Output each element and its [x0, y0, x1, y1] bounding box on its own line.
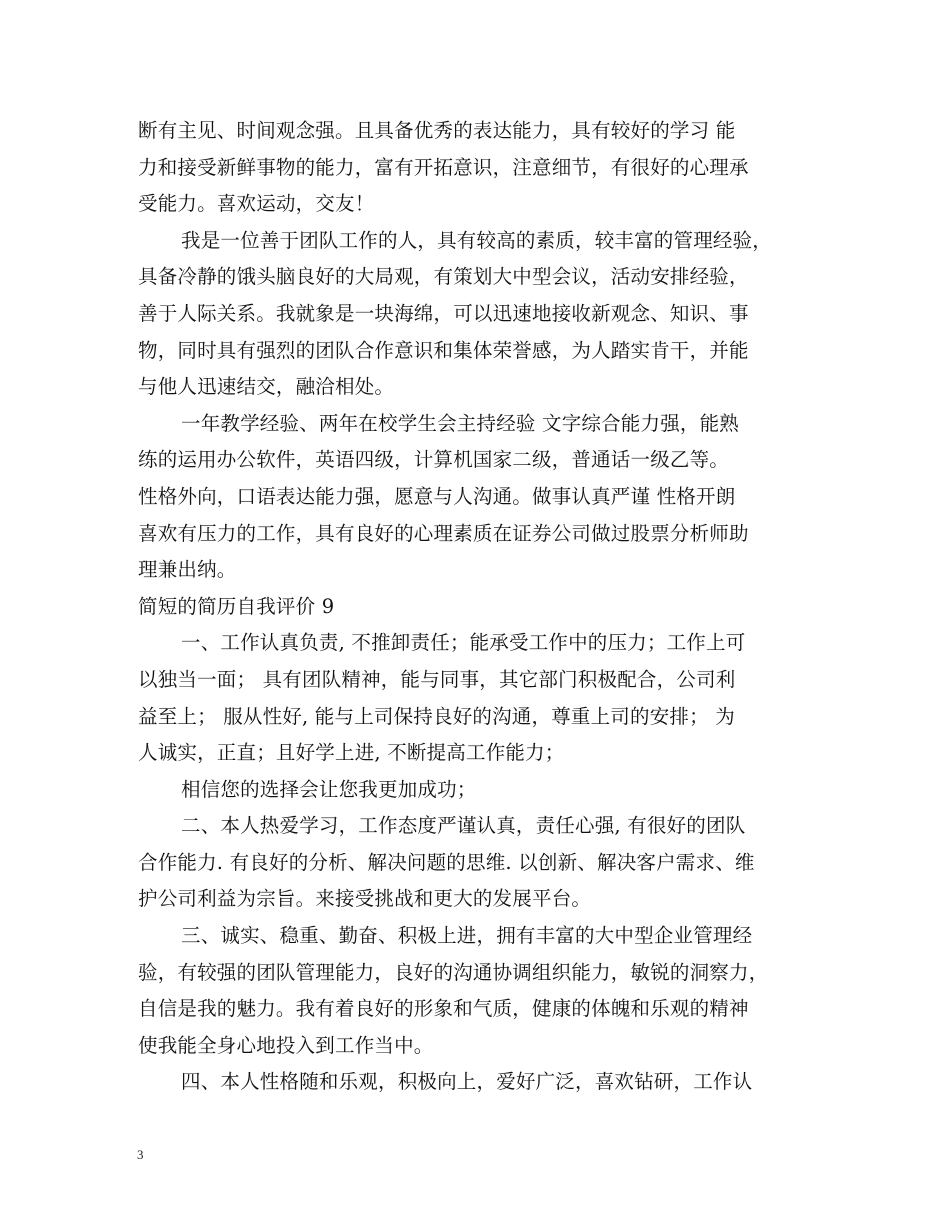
text-line: 与他人迅速结交，融洽相处。: [138, 375, 395, 399]
text-line: 具备冷静的饿头脑良好的大局观，有策划大中型会议，活动安排经验，: [138, 265, 749, 289]
text-line: 善于人际关系。我就象是一块海绵，可以迅速地接收新观念、知识、事: [138, 301, 749, 325]
document-body: [138, 113, 824, 1101]
text-line: 四、本人性格随和乐观，积极向上，爱好广泛，喜欢钻研，工作认: [181, 1070, 753, 1094]
text-line: 练的运用办公软件，英语四级，计算机国家二级，普通话一级乙等。: [138, 448, 730, 472]
text-line: 一年教学经验、两年在校学生会主持经验 文字综合能力强，能熟: [181, 411, 739, 435]
text-line: 物，同时具有强烈的团队合作意识和集体荣誉感，为人踏实肯干，并能: [138, 338, 749, 362]
text-line: 我是一位善于团队工作的人，具有较高的素质，较丰富的管理经验，: [181, 228, 773, 252]
text-line: 自信是我的魅力。我有着良好的形象和气质，健康的体魄和乐观的精神: [138, 997, 749, 1021]
text-line: 一、工作认真负责, 不推卸责任；能承受工作中的压力；工作上可: [181, 631, 746, 655]
text-line: 理兼出纳。: [138, 558, 237, 582]
text-line: 护公司利益为宗旨。来接受挑战和更大的发展平台。: [138, 887, 592, 911]
text-line: 性格外向，口语表达能力强，愿意与人沟通。做事认真严谨 性格开朗: [138, 484, 736, 508]
text-line: 人诚实，正直；且好学上进, 不断提高工作能力；: [138, 741, 565, 765]
page-number: 3: [137, 1147, 144, 1162]
text-line: 受能力。喜欢运动，交友！: [138, 192, 375, 216]
text-line: 喜欢有压力的工作，具有良好的心理素质在证券公司做过股票分析师助: [138, 521, 749, 545]
text-line: 简短的简历自我评价 9: [138, 594, 335, 618]
text-line: 三、诚实、稳重、勤奋、积极上进，拥有丰富的大中型企业管理经: [181, 924, 753, 948]
text-line: 益至上； 服从性好, 能与上司保持良好的沟通，尊重上司的安排； 为: [138, 704, 735, 728]
text-line: 以独当一面； 具有团队精神，能与同事，其它部门积极配合，公司利: [138, 667, 736, 691]
text-line: 合作能力. 有良好的分析、解决问题的思维. 以创新、解决客户需求、维: [138, 850, 755, 874]
text-line: 验，有较强的团队管理能力，良好的沟通协调组织能力，敏锐的洞察力，: [138, 960, 769, 984]
text-line: 二、本人热爱学习，工作态度严谨认真，责任心强, 有很好的团队: [181, 814, 746, 838]
text-line: 力和接受新鲜事物的能力，富有开拓意识，注意细节，有很好的心理承: [138, 155, 749, 179]
text-line: 使我能全身心地投入到工作当中。: [138, 1033, 434, 1057]
text-line: 断有主见、时间观念强。且具备优秀的表达能力，具有较好的学习 能: [138, 119, 736, 142]
text-line: 相信您的选择会让您我更加成功；: [181, 777, 477, 801]
